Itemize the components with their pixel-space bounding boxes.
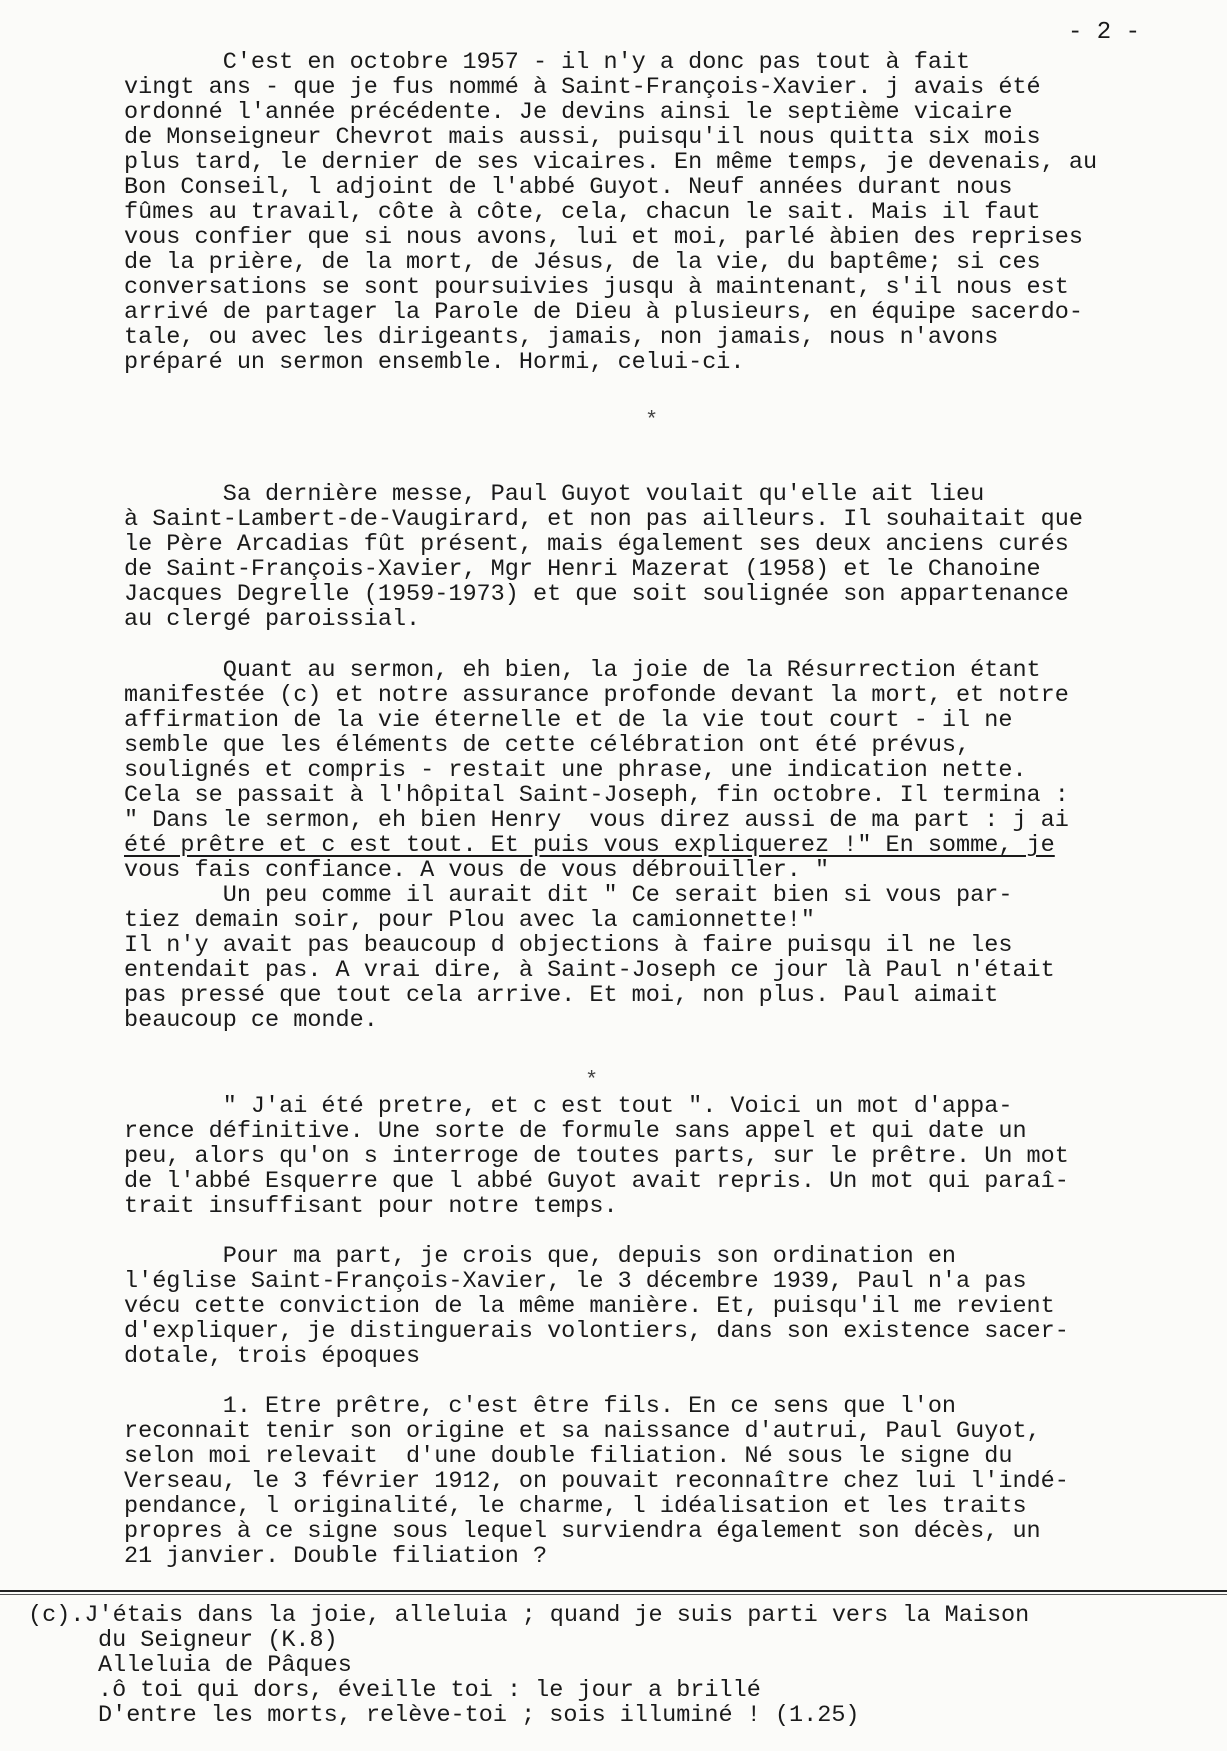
text-line: vingt ans - que je fus nommé à Saint-François-Xavier. j avais été [124, 74, 1041, 101]
text-line: fûmes au travail, côte à côte, cela, chacun le sait. Mais il faut [124, 199, 1041, 226]
text-line: Quant au sermon, eh bien, la joie de la Résurrection étant [124, 657, 1041, 684]
text-line: ordonné l'année précédente. Je devins ainsi le septième vicaire [124, 99, 1013, 126]
section-separator: * [585, 1068, 599, 1093]
text-line: de l'abbé Esquerre que l abbé Guyot avait repris. Un mot qui paraî- [124, 1168, 1069, 1195]
text-line: dotale, trois époques [124, 1343, 421, 1370]
text-line: rence définitive. Une sorte de formule sans appel et qui date un [124, 1118, 1027, 1145]
footnote-line: D'entre les morts, relève-toi ; sois illuminé ! (1.25) [98, 1702, 860, 1729]
text-line: le Père Arcadias fût présent, mais également ses deux anciens curés [124, 531, 1069, 558]
text-line: tiez demain soir, pour Plou avec la camionnette!" [124, 907, 816, 934]
text-line: tale, ou avec les dirigeants, jamais, non jamais, nous n'avons [124, 324, 999, 351]
text-line: semble que les éléments de cette célébration ont été prévus, [124, 732, 971, 759]
paragraph-2 [124, 482, 1184, 632]
text-line: " J'ai été pretre, et c est tout ". Voici un mot d'appa- [124, 1093, 1013, 1120]
text-line: pas pressé que tout cela arrive. Et moi, non plus. Paul aimait [124, 982, 999, 1009]
text-line: Cela se passait à l'hôpital Saint-Joseph, fin octobre. Il termina : [124, 782, 1069, 809]
text-line: préparé un sermon ensemble. Hormi, celui-ci. [124, 349, 745, 376]
text-line: vous fais confiance. A vous de vous débrouiller. " [124, 857, 830, 884]
text-line-underlined: été prêtre et c est tout. Et puis vous expliquerez !" En somme, je [124, 832, 1055, 859]
text-line: plus tard, le dernier de ses vicaires. En même temps, je devenais, au [124, 149, 1098, 176]
text-line: à Saint-Lambert-de-Vaugirard, et non pas ailleurs. Il souhaitait que [124, 506, 1083, 533]
text-line: de Saint-François-Xavier, Mgr Henri Mazerat (1958) et le Chanoine [124, 556, 1041, 583]
text-line: conversations se sont poursuivies jusqu à maintenant, s'il nous est [124, 274, 1069, 301]
paragraph-3 [124, 658, 1184, 1033]
text-line: d'expliquer, je distinguerais volontiers, dans son existence sacer- [124, 1318, 1069, 1345]
text-line: de Monseigneur Chevrot mais aussi, puisqu'il nous quitta six mois [124, 124, 1041, 151]
paragraph-1 [124, 50, 1184, 375]
text-line: reconnait tenir son origine et sa naissance d'autrui, Paul Guyot, [124, 1418, 1041, 1445]
text-line: 21 janvier. Double filiation ? [124, 1543, 548, 1570]
text-line: Sa dernière messe, Paul Guyot voulait qu'elle ait lieu [124, 481, 985, 508]
text-line: C'est en octobre 1957 - il n'y a donc pas tout à fait [124, 49, 971, 76]
text-line: manifestée (c) et notre assurance profonde devant la mort, et notre [124, 682, 1069, 709]
text-line: trait insuffisant pour notre temps. [124, 1193, 618, 1220]
text-line: selon moi relevait d'une double filiation. Né sous le signe du [124, 1443, 1013, 1470]
footnote [28, 1603, 1208, 1728]
text-line: Jacques Degrelle (1959-1973) et que soit soulignée son appartenance [124, 581, 1069, 608]
footnote-line: (c).J'étais dans la joie, alleluia ; quand je suis parti vers la Maison [28, 1602, 1030, 1629]
page-number: - 2 - [1068, 19, 1141, 46]
section-separator: * [645, 408, 659, 433]
text-line: vous confier que si nous avons, lui et moi, parlé àbien des reprises [124, 224, 1083, 251]
footnote-line: du Seigneur (K.8) [98, 1627, 338, 1654]
footnote-line: .ô toi qui dors, éveille toi : le jour a brillé [98, 1677, 761, 1704]
text-line: entendait pas. A vrai dire, à Saint-Joseph ce jour là Paul n'était [124, 957, 1055, 984]
text-line: l'église Saint-François-Xavier, le 3 décembre 1939, Paul n'a pas [124, 1268, 1027, 1295]
text-line: Il n'y avait pas beaucoup d objections à faire puisqu il ne les [124, 932, 1013, 959]
text-line: 1. Etre prêtre, c'est être fils. En ce sens que l'on [124, 1393, 957, 1420]
text-line: " Dans le sermon, eh bien Henry vous direz aussi de ma part : j ai [124, 807, 1069, 834]
text-line: arrivé de partager la Parole de Dieu à plusieurs, en équipe sacerdo- [124, 299, 1083, 326]
text-line: propres à ce signe sous lequel surviendra également son décès, un [124, 1518, 1041, 1545]
paragraph-5 [124, 1244, 1184, 1369]
paragraph-6 [124, 1394, 1184, 1569]
text-line: affirmation de la vie éternelle et de la vie tout court - il ne [124, 707, 1013, 734]
footnote-rule [0, 1590, 1227, 1592]
footnote-rule-secondary [0, 1594, 1227, 1595]
text-line: beaucoup ce monde. [124, 1007, 378, 1034]
text-line: vécu cette conviction de la même manière. Et, puisqu'il me revient [124, 1293, 1055, 1320]
text-line: Verseau, le 3 février 1912, on pouvait reconnaître chez lui l'indé- [124, 1468, 1069, 1495]
text-line: pendance, l originalité, le charme, l idéalisation et les traits [124, 1493, 1027, 1520]
text-line: de la prière, de la mort, de Jésus, de la vie, du baptême; si ces [124, 249, 1041, 276]
text-line: peu, alors qu'on s interroge de toutes parts, sur le prêtre. Un mot [124, 1143, 1069, 1170]
text-line: soulignés et compris - restait une phrase, une indication nette. [124, 757, 1027, 784]
text-line: Pour ma part, je crois que, depuis son ordination en [124, 1243, 957, 1270]
footnote-line: Alleluia de Pâques [98, 1652, 352, 1679]
text-line: au clergé paroissial. [124, 606, 421, 633]
text-line: Un peu comme il aurait dit " Ce serait bien si vous par- [124, 882, 1013, 909]
paragraph-4 [124, 1094, 1184, 1219]
text-line: Bon Conseil, l adjoint de l'abbé Guyot. Neuf années durant nous [124, 174, 1013, 201]
